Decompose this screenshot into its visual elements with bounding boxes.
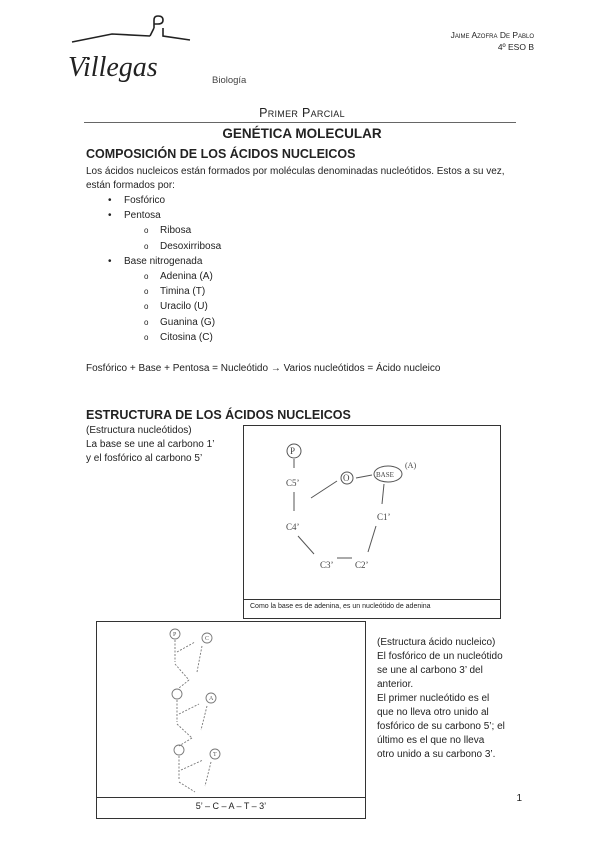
list-item: o Desoxirribosa	[144, 239, 221, 254]
page-title: GENÉTICA MOLECULAR	[222, 126, 382, 141]
note-line: El fosfórico de un nucleótido	[377, 651, 503, 662]
chain-label-base2: A	[209, 696, 214, 702]
course-label: 4º ESO B	[497, 42, 534, 52]
subject-label: Biología	[212, 75, 247, 86]
section-heading-composition: COMPOSICIÓN DE LOS ÁCIDOS NUCLEICOS	[86, 147, 356, 161]
author-name: Jaime Azofra De Pablo	[450, 30, 534, 40]
nucleotide-figure	[243, 425, 501, 619]
note-line: que no lleva otro unido al	[377, 707, 489, 718]
note-line: anterior.	[377, 679, 414, 690]
label-c3: C3’	[320, 560, 334, 570]
figure-caption: Como la base es de adenina, es un nucleótido de adenina	[244, 599, 500, 618]
label-o: O	[343, 473, 350, 483]
logo-text: Villegas	[68, 52, 158, 83]
label-c2: C2’	[355, 560, 369, 570]
note-line: se une al carbono 3’ del	[377, 665, 483, 676]
list-item: o Ribosa	[144, 223, 221, 238]
list-item: o Guanina (G)	[144, 315, 221, 330]
note-line: otro unido a su carbono 3’.	[377, 749, 496, 760]
list-item: • Pentosa	[108, 208, 221, 223]
chain-label-base3: T	[213, 752, 217, 758]
label-p: P	[290, 446, 296, 456]
sequence-caption: 5’ – C – A – T – 3’	[97, 797, 365, 818]
school-logo	[62, 14, 202, 84]
note-line: (Estructura ácido nucleico)	[377, 637, 496, 648]
list-item: o Adenina (A)	[144, 269, 221, 284]
section-intro: Los ácidos nucleicos están formados por moléculas denominadas nucleótidos. Estos a su vez, están formados por:	[86, 166, 505, 191]
note-line: último es el que no lleva	[377, 735, 485, 746]
title-rule	[84, 122, 516, 123]
list-item: o Timina (T)	[144, 284, 221, 299]
note-line: (Estructura nucleótidos)	[86, 425, 192, 436]
note-line: La base se une al carbono 1’	[86, 439, 215, 450]
label-base-ref: (A)	[405, 461, 417, 470]
note-line: El primer nucleótido es el	[377, 693, 490, 704]
section-heading-structure: ESTRUCTURA DE LOS ÁCIDOS NUCLEICOS	[86, 408, 351, 422]
note-line: fosfórico de su carbono 5’; el	[377, 721, 505, 732]
exam-title: Primer Parcial	[259, 106, 345, 120]
nucleic-acid-note	[377, 636, 505, 762]
note-line: y el fosfórico al carbono 5’	[86, 453, 203, 464]
label-c4: C4’	[286, 522, 300, 532]
label-c1: C1’	[377, 512, 391, 522]
nucleic-acid-figure	[96, 621, 366, 819]
chain-label-base1: C	[205, 636, 210, 642]
list-item: o Uracilo (U)	[144, 299, 221, 314]
nucleic-acid-drawing	[97, 622, 365, 798]
page-number: 1	[516, 793, 522, 804]
list-item: • Fosfórico	[108, 193, 221, 208]
list-item: • Base nitrogenada	[108, 254, 221, 269]
label-base: BASE	[376, 471, 394, 479]
formula-line: Fosfórico + Base + Pentosa = Nucleótido → Varios nucleótidos = Ácido nucleico	[86, 363, 441, 374]
nucleotide-drawing	[244, 426, 500, 602]
chain-label-p: P	[173, 632, 177, 638]
label-c5: C5’	[286, 478, 300, 488]
nucleotide-note	[86, 424, 214, 466]
list-item: o Citosina (C)	[144, 330, 221, 345]
components-list	[108, 193, 221, 345]
